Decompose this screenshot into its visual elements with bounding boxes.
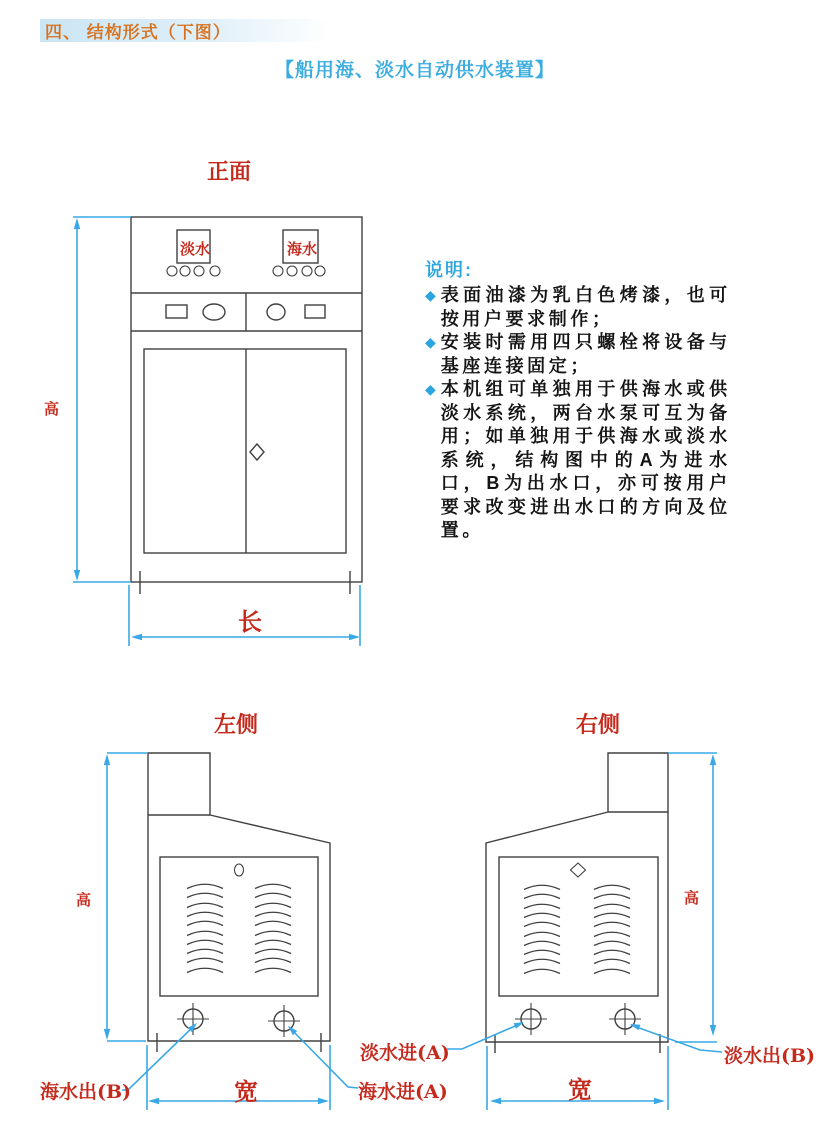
left-height-dim-label: 高 [76,891,92,909]
front-view-label: 正面 [207,159,252,185]
notes-heading: 说明: [425,260,473,280]
note-item [425,284,745,331]
freshwater-panel-label: 淡水 [180,241,211,258]
freshwater-inlet-label: 淡水进(A) [360,1042,450,1064]
seawater-outlet-label: 海水出(B) [40,1081,132,1103]
right-view-label: 右侧 [576,712,621,738]
left-side-view-drawing [104,753,358,1110]
bullet-diamond-icon: ◆ [425,334,436,350]
note-item [425,331,745,378]
left-width-dim-label: 宽 [234,1077,258,1106]
front-length-dim-label: 长 [238,607,262,636]
note-text: 本机组可单独用于供海水或供淡水系统，两台水泵可互为备用；如单独用于供海水或淡水系统，结构图中的A为进水口，B为出水口，亦可按用户要求改变进出水口的方向及位置。 [440,379,731,540]
door-handle [250,444,264,460]
seawater-inlet-label: 海水进(A) [358,1081,448,1103]
left-view-label: 左侧 [214,712,259,738]
bullet-diamond-icon: ◆ [425,287,436,303]
seawater-panel-label: 海水 [287,241,318,258]
section-title: 四、 结构形式（下图） [45,23,231,42]
note-text: 安装时需用四只螺栓将设备与基座连接固定； [440,332,731,376]
right-height-dim-label: 高 [684,889,700,907]
note-item [425,378,745,543]
note-text: 表面油漆为乳白色烤漆，也可按用户要求制作； [440,285,731,329]
right-side-view-drawing [447,753,722,1110]
front-view-drawing [73,217,362,646]
front-height-dim-label: 高 [44,400,60,418]
bullet-diamond-icon: ◆ [425,381,436,397]
page-title: 【船用海、淡水自动供水装置】 [274,60,555,81]
freshwater-outlet-label: 淡水出(B) [724,1045,816,1067]
notes-block [425,256,745,543]
right-width-dim-label: 宽 [568,1075,592,1104]
